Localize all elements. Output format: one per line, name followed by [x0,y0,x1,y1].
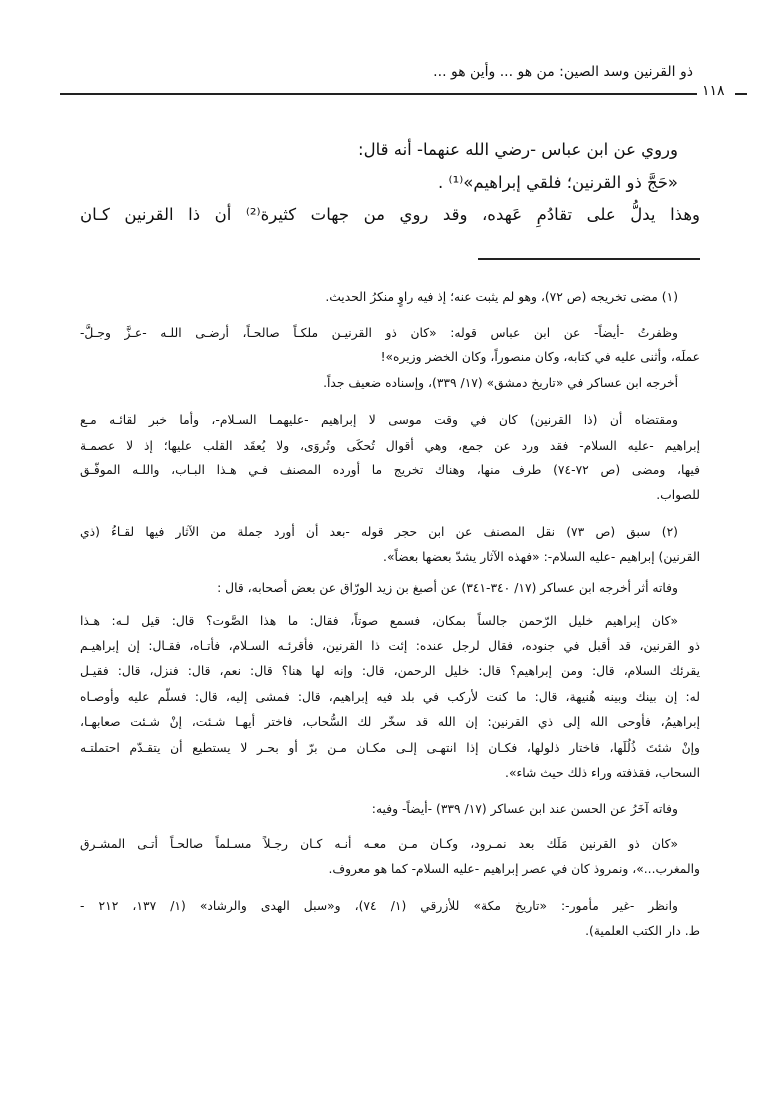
footnote-line: عملَه، وأثنى عليه في كتابه، وكان منصوراً، وكان الخضر وزيره»! [380,350,700,364]
page-number: ١١٨ [702,83,725,99]
footnote-line: السحاب، فقذفته وراء ذلك حيث شاء». [505,766,700,780]
footnote-line: «كان ذو القرنين مَلَك بعد نمـرود، وكـان مـن معـه أنـه كـان رجـلاً مسـلماً صالحـاً أتـى المشـرق [80,837,678,851]
footnote-line: وإنْ شئتَ ذُلُلَها، فاختار ذلولها، فكـان إذا انتهـى إلـى مكـان مـن برّ أو بحـر لا يستطيع أن يتقـدّم احتملتـه [80,741,700,755]
footnote-line: (١) مضى تخريجه (ص ٧٢)، وهو لم يثبت عنه؛ إذ فيه راوٍ منكرُ الحديث. [325,290,678,304]
footnote-line: يقرئك السلام، قال: ومن إبراهيم؟ قال: خليل الرحمن، قال: وإنه لها هنا؟ قال: نعم، قال: فنزل، قال: فقيـل [80,664,700,678]
footnote-line: ط. دار الكتب العلمية). [585,924,700,938]
footnote-line: للصواب. [656,488,700,502]
main-text-line: وهذا يدلُّ على تقادُمِ عَهده، وقد روي من جهات كثيرة⁽²⁾ أن ذا القرنين كـان [80,205,700,224]
footnote-separator [478,258,700,260]
footnote-line: وظفرتُ -أيضاً- عن ابن عباس قوله: «كان ذو القرنيـن ملكـاً صالحـاً، أرضـى اللـه -عـزَّ وجـلَّ- [80,326,678,340]
main-text-line: «حَجَّ ذو القرنين؛ فلقي إبراهيم»⁽¹⁾ . [438,173,678,192]
footnote-line: وفاته أثر أخرجه ابن عساكر (١٧/ ٣٤٠-٣٤١) عن أصبغ بن زيد الورّاق عن بعض أصحابه، قال : [217,581,678,595]
main-text-line: وروي عن ابن عباس -رضي الله عنهما- أنه قال: [358,140,678,159]
footnote-line: القرنين) إبراهيم -عليه السلام-: «فهذه الآثار يشدّ بعضها بعضاً». [383,550,700,564]
footnote-line: ومقتضاه أن (ذا القرنين) كان في وقت موسى لا إبراهيم -عليهمـا السـلام-، وأما خبر لقائـه مـع [80,413,678,427]
footnote-line: والمغرب...»، ونمروذ كان في عصر إبراهيم -عليه السلام- كما هو معروف. [328,862,700,876]
footnote-line: فيها، ومضى (ص ٧٢-٧٤) طرف منها، وهناك تخريج ما أورده المصنف فـي هـذا البـاب، واللـه الموفّـق [80,463,700,477]
header-rule-end [735,93,747,95]
running-header-title: ذو القرنين وسد الصين: من هو ... وأين هو ... [433,64,693,80]
footnote-line: وفاته آخَرُ عن الحسن عند ابن عساكر (١٧/ ٣٣٩) -أيضاً- وفيه: [371,802,678,816]
footnote-line: إبراهيم -عليه السلام- فقد ورد عن جمع، وهي أقوال تُحكَى وتُروَى، ولا يُعقَد القلب عليها؛ إذ لا عصمـة [80,439,700,453]
footnote-line: أخرجه ابن عساكر في «تاريخ دمشق» (١٧/ ٣٣٩)، وإسناده ضعيف جداً. [323,376,678,390]
footnote-line: وانظر -غير مأمور-: «تاريخ مكة» للأزرقي (١/ ٧٤)، و«سبل الهدى والرشاد» (١/ ١٣٧، ٢١٢ - [80,899,678,913]
footnote-line: له: إن بينك وبينه هُنيهة، قال: ما كنت لأركب في بلد فيه إبراهيم، قال: فمشى إليه، قال: فسلّم عليه وأوصـاه [80,690,700,704]
footnote-line: «كان إبراهيم خليل الرّحمن جالساً بمكان، فسمع صوتاً، فقال: ما هذا الصَّوت؟ قال: قيل لـه: هـذا [80,614,678,628]
header-rule [60,93,697,95]
footnote-line: إبراهيمُ، فأوحى الله إلى ذي القرنين: إن الله قد سخّر لك السُّحاب، فاختر أيهـا شـئت، إنْ شـئت صعابهـا، [80,715,700,729]
footnote-line: (٢) سبق (ص ٧٣) نقل المصنف عن ابن حجر قوله -بعد أن أورد جملة من الآثار فيها لقـاءُ (ذي [80,525,678,539]
footnote-line: ذو القرنين، قد أقبل في جنوده، فقال لرجل عنده: إئت ذا القرنين، فأقرئـه السـلام، فأتـاه، فقـال: إن إبراهيـم [80,639,700,653]
